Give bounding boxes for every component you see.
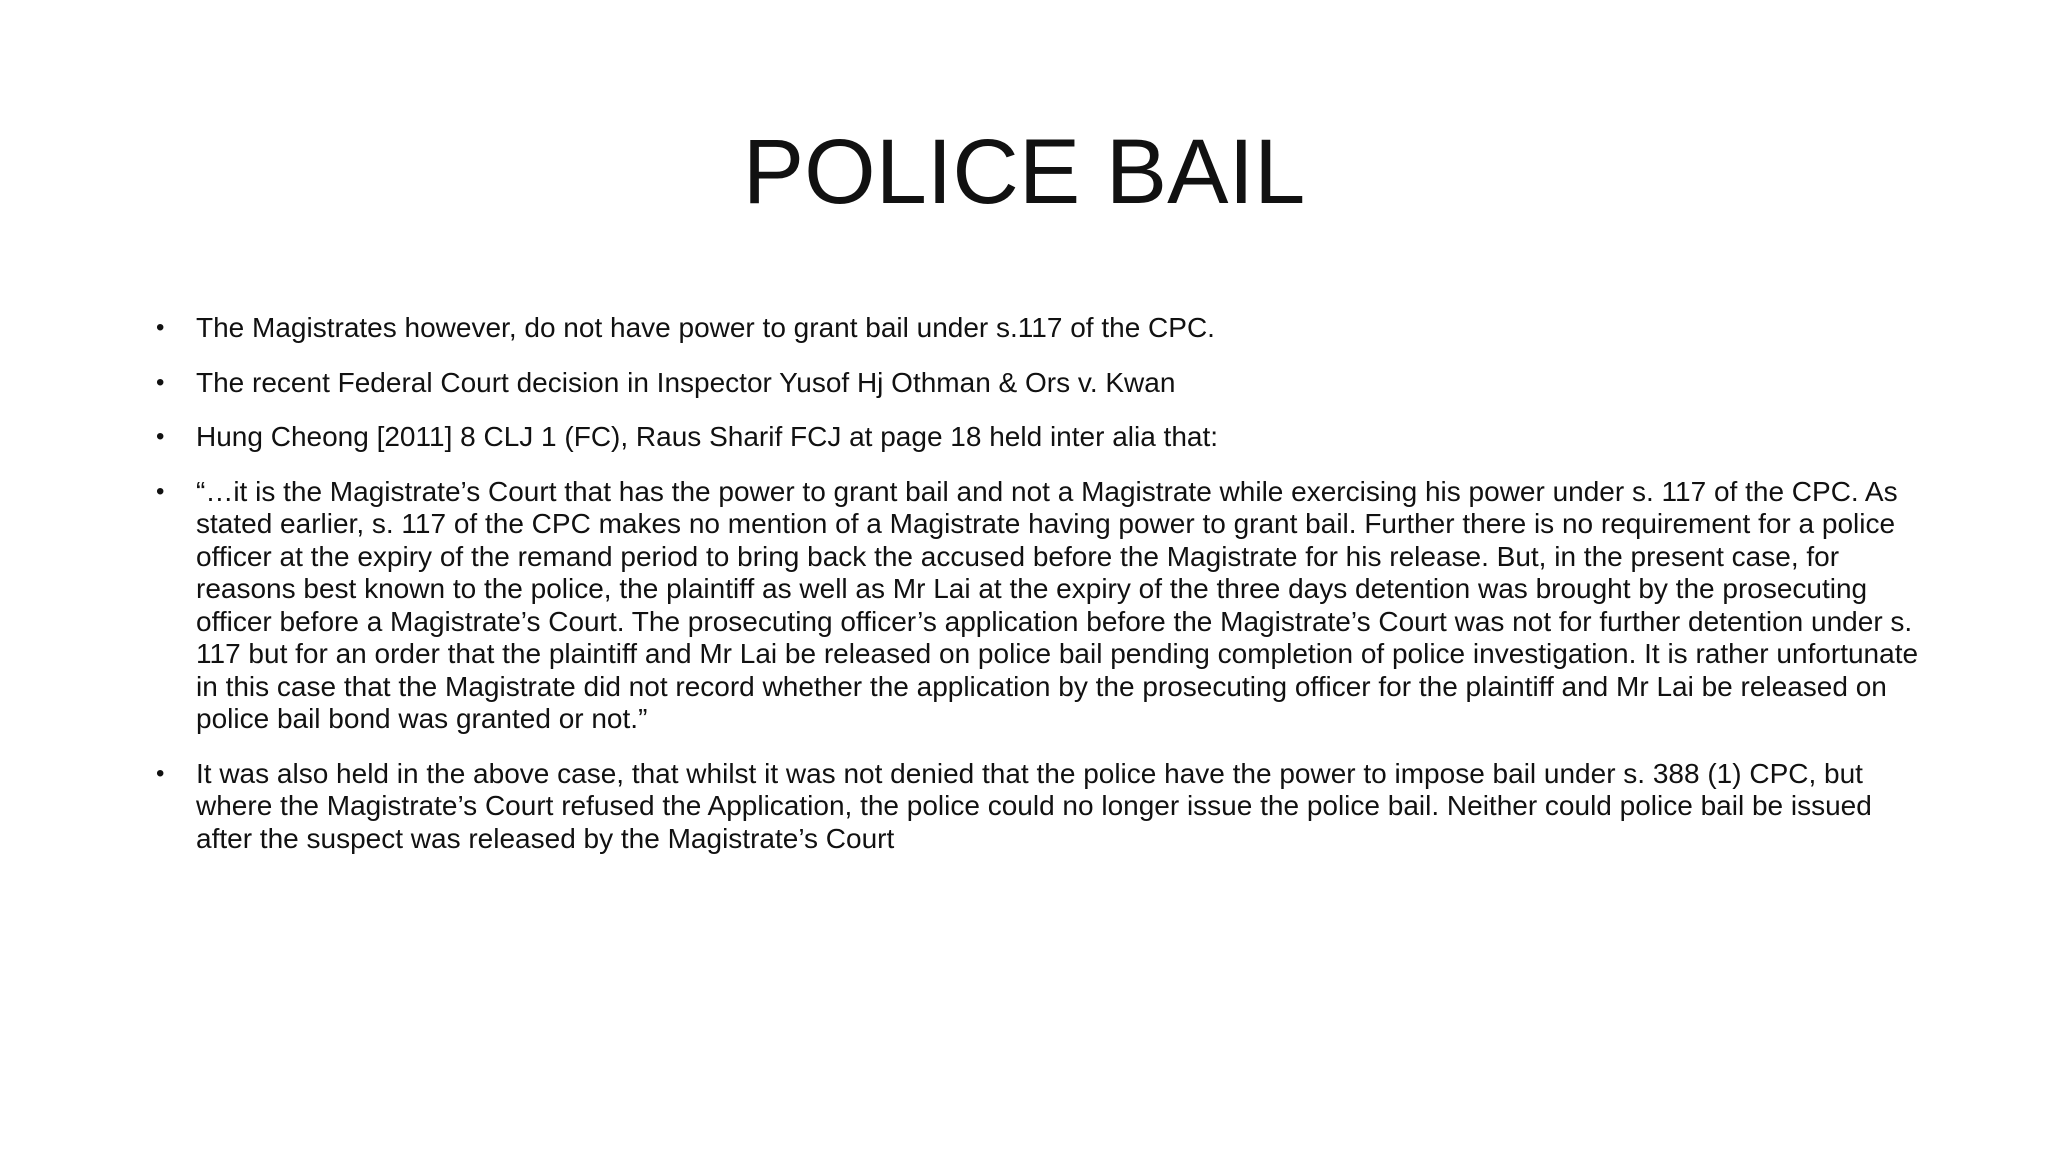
- bullet-marker: •: [156, 477, 165, 505]
- bullet-list: [150, 312, 1920, 877]
- bullet-item: [150, 367, 1920, 400]
- bullet-marker: •: [156, 314, 165, 341]
- bullet-marker: •: [156, 759, 165, 787]
- bullet-marker: •: [156, 368, 165, 396]
- bullet-text: It was also held in the above case, that whilst it was not denied that the police have the power to impose bail under s. 388 (1) CPC, but where the Magistrate’s Court refused the Application, the police could no longer issue the police bail. Neither could police bail be issued after the suspect was released by the Magistrate’s Court: [196, 757, 1872, 854]
- bullet-text: Hung Cheong [2011] 8 CLJ 1 (FC), Raus Sharif FCJ at page 18 held inter alia that:: [196, 421, 1219, 452]
- bullet-item: [150, 758, 1920, 856]
- bullet-marker: •: [156, 423, 165, 450]
- bullet-item: [150, 421, 1920, 454]
- bullet-text: The Magistrates however, do not have power to grant bail under s.117 of the CPC.: [196, 312, 1215, 343]
- bullet-item: [150, 476, 1920, 736]
- bullet-text: The recent Federal Court decision in Inspector Yusof Hj Othman & Ors v. Kwan: [196, 366, 1176, 398]
- bullet-item: [150, 312, 1920, 345]
- slide-title: POLICE BAIL: [742, 121, 1306, 223]
- bullet-text: “…it is the Magistrate’s Court that has the power to grant bail and not a Magistrate while exercising his power under s. 117 of the CPC. As stated earlier, s. 117 of the CPC makes no mention of a Magistrate having power to grant bail. Further there is no requirement for a police officer at the expiry of the remand period to bring back the accused before the Magistrate for his release. But, in the present case, for reasons best known to the police, the plaintiff as well as Mr Lai at the expiry of the three days detention was brought by the prosecuting officer before a Magistrate’s Court. The prosecuting officer’s application before the Magistrate’s Court was not for further detention under s. 117 but for an order that the plaintiff and Mr Lai be released on police bail pending completion of police investigation. It is rather unfortunate in this case that the Magistrate did not record whether the application by the prosecuting officer for the plaintiff and Mr Lai be released on police bail bond was granted or not.”: [196, 475, 1919, 734]
